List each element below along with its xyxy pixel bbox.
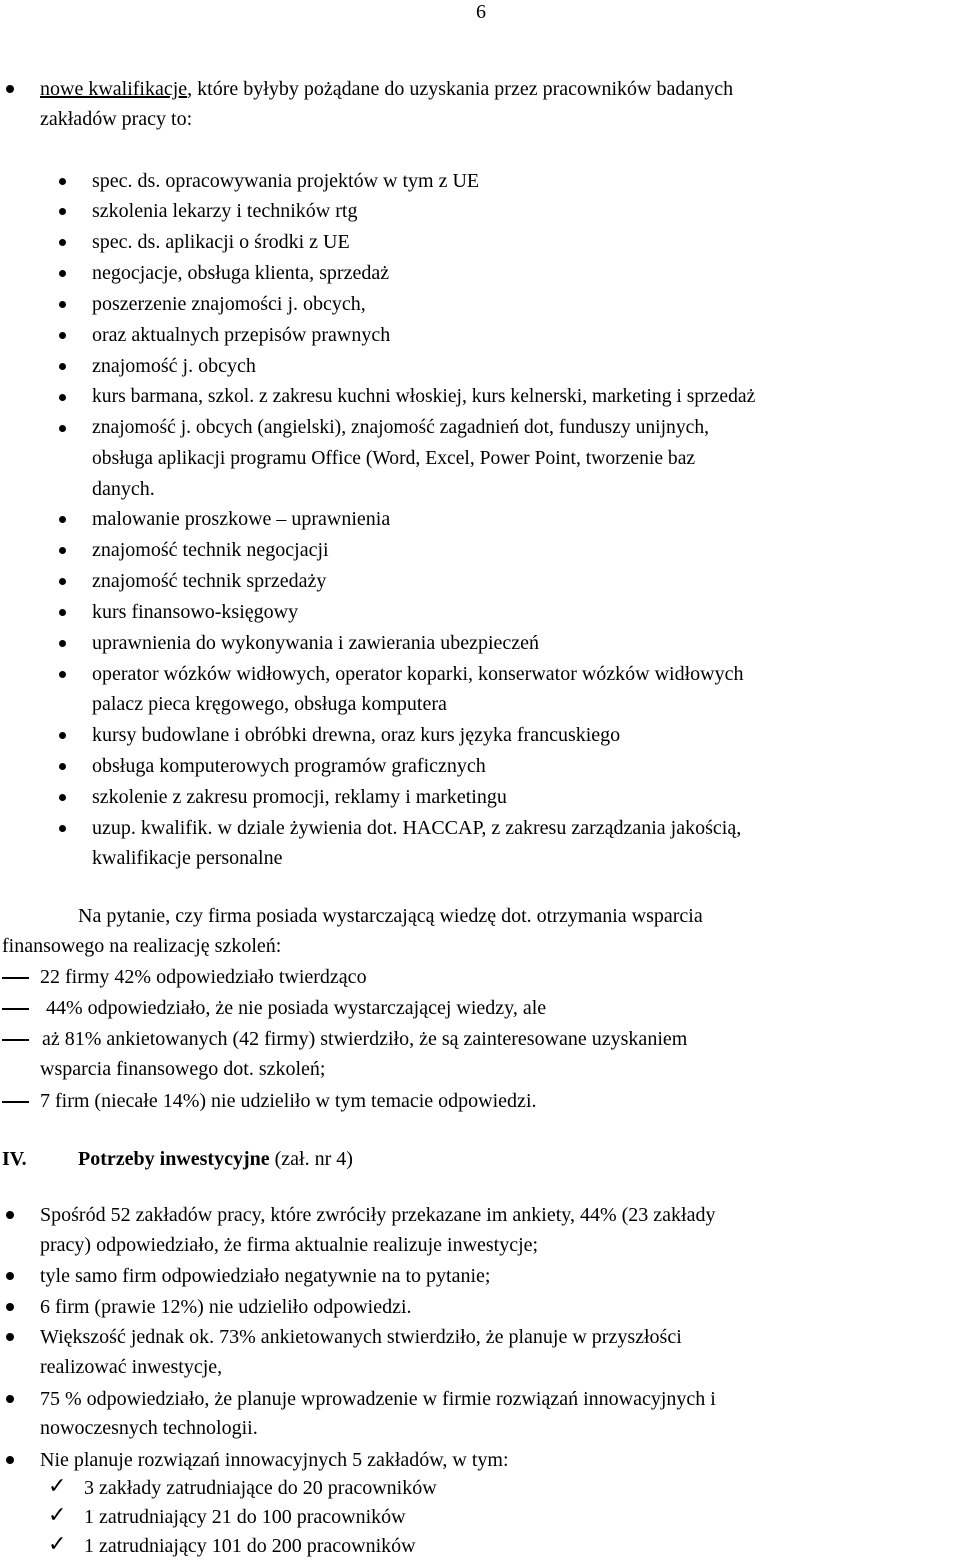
investment-item-continuation: realizować inwestycje, (40, 1356, 223, 1378)
bullet-icon (6, 1303, 14, 1311)
funding-item: 22 firmy 42% odpowiedziało twierdząco (40, 966, 367, 988)
list-item: szkolenia lekarzy i techników rtg (92, 200, 358, 222)
bullet-icon (6, 85, 14, 93)
investment-item: 75 % odpowiedziało, że planuje wprowadzenie w firmie rozwiązań innowacyjnych i (40, 1388, 716, 1410)
list-item: negocjacje, obsługa klienta, sprzedaż (92, 262, 390, 284)
intro-rest: , które byłyby pożądane do uzyskania przez pracowników badanych (187, 78, 734, 100)
intro-line-2: zakładów pracy to: (40, 108, 193, 130)
list-item: spec. ds. opracowywania projektów w tym z UE (92, 170, 480, 192)
list-item: oraz aktualnych przepisów prawnych (92, 324, 391, 346)
investment-item: 6 firm (prawie 12%) nie udzieliło odpowiedzi. (40, 1296, 412, 1318)
check-item: 3 zakłady zatrudniające do 20 pracowników (84, 1477, 437, 1499)
list-item: znajomość j. obcych (92, 355, 256, 377)
funding-paragraph-line-1: Na pytanie, czy firma posiada wystarczającą wiedzę dot. otrzymania wsparcia (78, 905, 703, 927)
bullet-icon (59, 763, 66, 770)
funding-paragraph-line-2: finansowego na realizację szkoleń: (2, 935, 282, 957)
bullet-icon (6, 1333, 14, 1341)
check-item: 1 zatrudniający 101 do 200 pracowników (84, 1535, 416, 1557)
list-item: malowanie proszkowe – uprawnienia (92, 508, 391, 530)
dash-icon (2, 1008, 29, 1010)
bullet-icon (59, 301, 66, 308)
intro-underlined: nowe kwalifikacje (40, 78, 188, 100)
section-number: IV. (2, 1148, 27, 1170)
list-item: operator wózków widłowych, operator koparki, konserwator wózków widłowych (92, 663, 744, 685)
bullet-icon (6, 1272, 14, 1280)
bullet-icon (59, 425, 66, 432)
bullet-icon (59, 547, 66, 554)
bullet-icon (59, 208, 66, 215)
list-item: uprawnienia do wykonywania i zawierania ubezpieczeń (92, 632, 540, 654)
section-suffix: (zał. nr 4) (269, 1148, 353, 1170)
list-item-continuation: kwalifikacje personalne (92, 847, 283, 869)
list-item: kurs barmana, szkol. z zakresu kuchni włoskiej, kurs kelnerski, marketing i sprzedaż (92, 386, 756, 407)
list-item: uzup. kwalifik. w dziale żywienia dot. HACCAP, z zakresu zarządzania jakością, (92, 817, 742, 839)
bullet-icon (59, 363, 66, 370)
list-item: kursy budowlane i obróbki drewna, oraz kurs języka francuskiego (92, 724, 621, 746)
section-title: Potrzeby inwestycyjne (78, 1148, 270, 1170)
bullet-icon (59, 671, 66, 678)
funding-item: aż 81% ankietowanych (42 firmy) stwierdziło, że są zainteresowane uzyskaniem (42, 1028, 688, 1050)
investment-item: Spośród 52 zakładów pracy, które zwróciły przekazane im ankiety, 44% (23 zakłady (40, 1204, 716, 1226)
funding-item: 7 firm (niecałe 14%) nie udzieliło w tym temacie odpowiedzi. (40, 1090, 537, 1112)
bullet-icon (59, 609, 66, 616)
dash-icon (2, 1039, 29, 1041)
page-number: 6 (476, 1, 486, 23)
investment-item-continuation: nowoczesnych technologii. (40, 1417, 258, 1439)
bullet-icon (59, 794, 66, 801)
list-item: znajomość j. obcych (angielski), znajomość zagadnień dot, funduszy unijnych, (92, 417, 710, 438)
intro-line-1 (40, 79, 733, 99)
bullet-icon (59, 239, 66, 246)
funding-item-continuation: wsparcia finansowego dot. szkoleń; (40, 1058, 326, 1080)
list-item-continuation: obsługa aplikacji programu Office (Word, Excel, Power Point, tworzenie baz (92, 448, 696, 469)
funding-item: 44% odpowiedziało, że nie posiada wystarczającej wiedzy, ale (46, 997, 547, 1019)
list-item: znajomość technik sprzedaży (92, 570, 327, 592)
bullet-icon (59, 825, 66, 832)
bullet-icon (59, 270, 66, 277)
list-item: obsługa komputerowych programów graficznych (92, 755, 486, 777)
bullet-icon (59, 732, 66, 739)
list-item: poszerzenie znajomości j. obcych, (92, 293, 366, 315)
dash-icon (2, 977, 29, 979)
list-item-continuation: danych. (92, 478, 155, 500)
bullet-icon (6, 1456, 14, 1464)
investment-item: tyle samo firm odpowiedziało negatywnie na to pytanie; (40, 1265, 491, 1287)
list-item: spec. ds. aplikacji o środki z UE (92, 231, 350, 253)
dash-icon (2, 1101, 29, 1103)
bullet-icon (6, 1395, 14, 1403)
bullet-icon (59, 640, 66, 647)
section-heading (78, 1149, 353, 1169)
investment-item: Większość jednak ok. 73% ankietowanych stwierdziło, że planuje w przyszłości (40, 1326, 682, 1348)
bullet-icon (59, 178, 66, 185)
checkmark-icon: ✓ (48, 1532, 67, 1557)
bullet-icon (6, 1211, 14, 1219)
check-item: 1 zatrudniający 21 do 100 pracowników (84, 1506, 406, 1528)
list-item: znajomość technik negocjacji (92, 539, 329, 561)
checkmark-icon: ✓ (48, 1503, 67, 1528)
bullet-icon (59, 578, 66, 585)
list-item: szkolenie z zakresu promocji, reklamy i marketingu (92, 786, 507, 808)
bullet-icon (59, 516, 66, 523)
bullet-icon (59, 332, 66, 339)
bullet-icon (59, 394, 66, 401)
list-item-continuation: palacz pieca kręgowego, obsługa komputera (92, 693, 447, 715)
investment-item-continuation: pracy) odpowiedziało, że firma aktualnie realizuje inwestycje; (40, 1234, 539, 1256)
list-item: kurs finansowo-księgowy (92, 601, 299, 623)
checkmark-icon: ✓ (48, 1474, 67, 1499)
investment-item: Nie planuje rozwiązań innowacyjnych 5 zakładów, w tym: (40, 1449, 509, 1471)
